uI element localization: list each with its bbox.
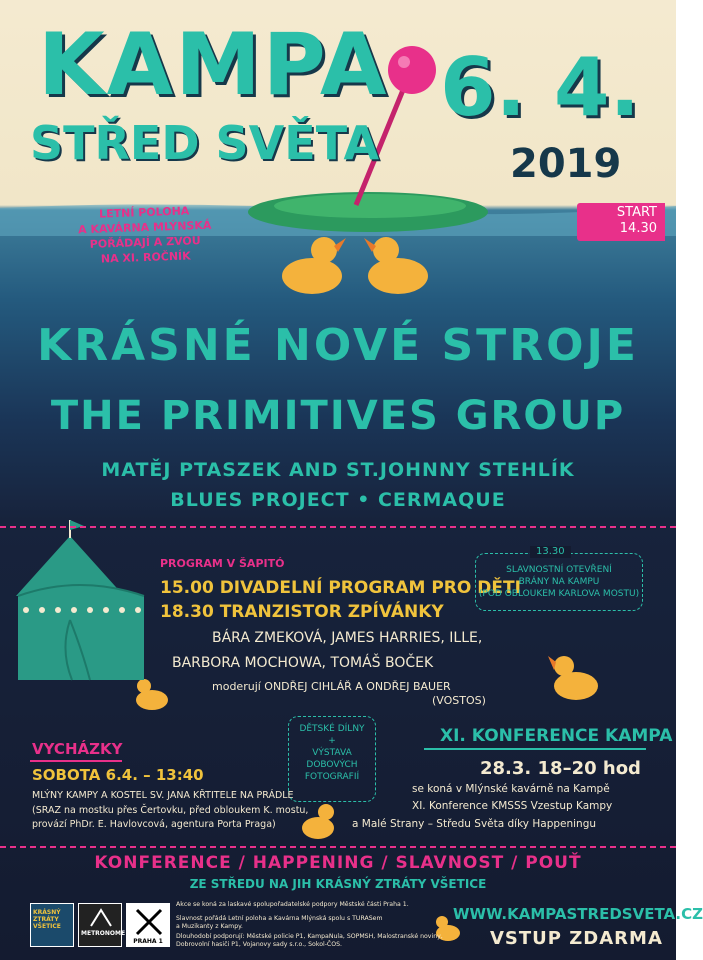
cross-icon xyxy=(135,908,163,936)
performers-line: BARBORA MOCHOWA, TOMÁŠ BOČEK xyxy=(172,655,434,671)
support-acts-2: BLUES PROJECT • CERMAQUE xyxy=(170,489,506,511)
organizer-line: LETNÍ POLOHA xyxy=(98,204,190,221)
walks-date: SOBOTA 6.4. – 13:40 xyxy=(32,766,204,784)
conference-heading: XI. KONFERENCE KAMPA xyxy=(440,726,673,746)
program-heading: PROGRAM V ŠAPITÓ xyxy=(160,557,285,570)
sponsor-logo xyxy=(78,903,126,947)
fine-print: Dobrovolní hasiči P1, Vojanovy sady s.r.o., Sokol-ČOS. xyxy=(176,941,343,948)
slogan: KONFERENCE / HAPPENING / SLAVNOST / POUŤ xyxy=(94,853,582,873)
conference-text: se koná v Mlýnské kavárně na Kampě xyxy=(412,783,610,795)
opening-box xyxy=(475,546,643,611)
event-date: 6. 4. xyxy=(440,41,640,134)
sponsor-logo-text: PRAHA 1 xyxy=(133,938,163,945)
kids-line: DĚTSKÉ DÍLNY xyxy=(299,724,365,734)
start-badge xyxy=(577,203,665,241)
organizer-line: POŘÁDAJÍ A ZVOU xyxy=(89,234,201,251)
sponsor-logo-text: METRONOME xyxy=(81,930,126,937)
conference-underline xyxy=(424,748,646,750)
sponsor-logo xyxy=(30,903,74,947)
divider xyxy=(0,846,676,848)
conference-date: 28.3. 18–20 hod xyxy=(480,758,641,779)
walks-text: (SRAZ na mostku přes Čertovku, před obloukem K. mostu, xyxy=(32,805,309,816)
divider xyxy=(0,526,676,528)
kids-line: VÝSTAVA xyxy=(312,748,352,758)
conference-text: a Malé Strany – Středu Světa díky Happeningu xyxy=(352,818,597,830)
sponsor-logo xyxy=(126,903,170,947)
kids-line: DOBOVÝCH xyxy=(306,760,358,770)
fine-print: Slavnost pořádá Letní poloha a Kavárna Mlýnská spolu s TURASem xyxy=(176,915,383,922)
kids-line: + xyxy=(328,736,336,746)
free-entry: VSTUP ZDARMA xyxy=(490,928,663,949)
opening-line: SLAVNOSTNÍ OTEVŘENÍ xyxy=(506,565,612,575)
duck-icon xyxy=(136,679,168,710)
sponsor-logo-text: KRÁSNÝ ZTRÁTY VŠETICE xyxy=(33,909,61,930)
walks-heading: VYCHÁZKY xyxy=(32,740,123,758)
program-item: 18.30 TRANZISTOR ZPÍVÁNKY xyxy=(160,602,444,622)
fine-print: Akce se koná za laskavé spolupořadatelské podpory Městské části Praha 1. xyxy=(176,901,409,908)
organizer-line: A KAVÁRNA MLÝNSKÁ xyxy=(77,218,212,237)
pin-icon xyxy=(388,46,436,94)
headliner-1: KRÁSNÉ NOVÉ STROJE xyxy=(37,320,639,371)
start-time: 14.30 xyxy=(619,221,657,236)
walks-text: MLÝNY KAMPY A KOSTEL SV. JANA KŘTITELE NA PRÁDLE xyxy=(32,790,294,801)
metronome-icon xyxy=(89,908,113,928)
duck-icon xyxy=(548,656,598,700)
walks-underline xyxy=(30,760,122,762)
organizer-line: NA XI. ROČNÍK xyxy=(100,249,191,266)
program-item: 15.00 DIVADELNÍ PROGRAM PRO DĚTI xyxy=(160,578,521,598)
fine-print: a Muzikanty z Kampy. xyxy=(176,923,243,930)
start-label: START xyxy=(616,205,657,220)
duck-icon xyxy=(282,237,346,294)
fine-print: Dlouhodobí podporují: Městské policie P1, KampaNula, SOPMSH, Malostranské noviny, xyxy=(176,933,443,940)
walks-text: provází PhDr. E. Havlovcová, agentura Porta Praga) xyxy=(32,819,276,830)
headliner-2: THE PRIMITIVES GROUP xyxy=(50,393,626,439)
performers-line: BÁRA ZMEKOVÁ, JAMES HARRIES, ILLE, xyxy=(212,630,483,646)
moderators-group: (VOSTOS) xyxy=(432,694,486,707)
duck-icon xyxy=(364,237,428,294)
opening-time: 13.30 xyxy=(530,546,571,558)
moderators: moderují ONDŘEJ CIHLÁŘ A ONDŘEJ BAUER xyxy=(212,680,451,693)
circus-tent-icon xyxy=(16,520,144,680)
poster-title: KAMPA xyxy=(38,15,389,115)
island-top xyxy=(274,194,466,218)
website-link[interactable]: WWW.KAMPASTREDSVETA.CZ xyxy=(453,905,703,923)
kids-line: FOTOGRAFIÍ xyxy=(304,772,360,782)
organizer-note xyxy=(39,201,251,268)
poster-subtitle: STŘED SVĚTA xyxy=(30,116,380,170)
support-acts-1: MATĚJ PTASZEK AND ST.JOHNNY STEHLÍK xyxy=(101,459,575,481)
event-year: 2019 xyxy=(510,141,622,187)
conference-text: XI. Konference KMSSS Vzestup Kampy xyxy=(412,800,613,812)
kids-workshop-box xyxy=(288,716,376,802)
sub-slogan: ZE STŘEDU NA JIH KRÁSNÝ ZTRÁTY VŠETICE xyxy=(189,877,487,891)
opening-line: (POD OBLOUKEM KARLOVA MOSTU) xyxy=(478,589,640,599)
opening-line: BRÁNY NA KAMPU xyxy=(518,577,600,587)
